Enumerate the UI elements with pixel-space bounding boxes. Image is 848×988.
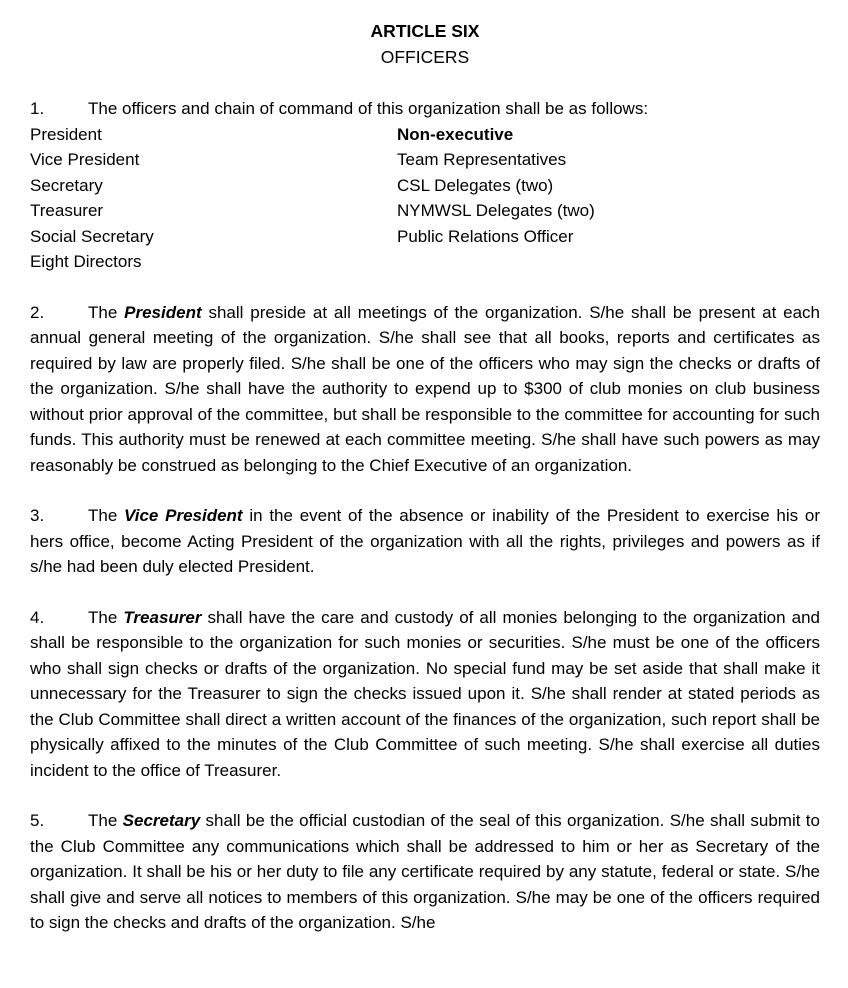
clause-lead: The [88, 302, 125, 322]
clause-number: 4. [30, 607, 45, 627]
clause-number: 2. [30, 302, 45, 322]
officer-right: Non-executive [397, 124, 514, 144]
article-subtitle: OFFICERS [380, 47, 470, 67]
clause-1-paragraph [30, 96, 820, 122]
clause-term: President [124, 302, 202, 322]
officer-row [30, 198, 820, 224]
clause-3-paragraph [30, 503, 820, 580]
officer-right: CSL Delegates (two) [397, 175, 554, 195]
clause-lead: The [88, 607, 124, 627]
officer-right: Public Relations Officer [397, 226, 574, 246]
officer-row [30, 147, 820, 173]
clause-text: shall be the official custodian of the seal of this organization. S/he shall submit to the Club Committee any communications which shall be addressed to him or her as Secretary of the organization. It shall be his or her duty to file any certificate required by any statute, federal or state. S/he shall give and serve all notices to members of this organization. S/he may be one of the officers required to sign the checks and drafts of the organization. S/he [30, 811, 820, 932]
officer-row [30, 249, 820, 275]
clause-4-paragraph [30, 605, 820, 784]
clause-term: Treasurer [123, 607, 202, 627]
clause-number: 1. [30, 99, 45, 118]
clause-term: Vice President [124, 506, 243, 525]
clause-2-paragraph [30, 300, 820, 479]
clause-number: 5. [30, 811, 45, 830]
title-block [30, 18, 820, 70]
officer-left: Eight Directors [30, 252, 142, 271]
clause-lead: The [88, 506, 125, 525]
officer-left: Secretary [30, 175, 103, 195]
officer-left: Social Secretary [30, 226, 154, 246]
clause-term: Secretary [122, 811, 201, 830]
clause-text: shall have the care and custody of all monies belonging to the organization and shall be responsible to the organization for such monies or securities. S/he must be one of the officers who shall sign checks or drafts of the organization. No special fund may be set aside that shall make it unnecessary for the Treasurer to sign the checks issued upon it. S/he shall render at stated periods as the Club Committee shall direct a written account of the finances of the organization, such report shall be physically affixed to the minutes of the Club Committee of such meeting. S/he shall exercise all duties incident to the office of Treasurer. [30, 607, 820, 780]
officer-row [30, 224, 820, 250]
officer-list [30, 122, 820, 275]
clause-number: 3. [30, 506, 45, 525]
officer-right: NYMWSL Delegates (two) [397, 201, 595, 220]
clause-text: The officers and chain of command of this organization shall be as follows: [88, 99, 649, 118]
officer-row [30, 173, 820, 199]
clause-5-paragraph [30, 808, 820, 936]
clause-text: shall preside at all meetings of the organization. S/he shall be present at each annual general meeting of the organization. S/he shall see that all books, reports and certificates as required by law are properly filed. S/he shall be one of the officers who may sign the checks or drafts of the organization. S/he shall have the authority to expend up to $300 of club monies on club business without prior approval of the committee, but shall be responsible to the committee for accounting for such funds. This authority must be renewed at each committee meeting. S/he shall have such powers as may reasonably be construed as belonging to the Chief Executive of an organization. [30, 302, 820, 475]
officer-row [30, 122, 820, 148]
officer-left: Vice President [30, 150, 140, 169]
officer-right: Team Representatives [397, 150, 567, 169]
officer-left: President [30, 124, 102, 144]
article-title: ARTICLE SIX [370, 21, 480, 41]
officer-left: Treasurer [30, 201, 104, 220]
clause-lead: The [88, 811, 123, 830]
officer-right [397, 249, 820, 275]
clause-text: in the event of the absence or inability of the President to exercise his or hers office, become Acting President of the organization with all the rights, privileges and powers as if s/he had been duly elected President. [30, 506, 820, 576]
